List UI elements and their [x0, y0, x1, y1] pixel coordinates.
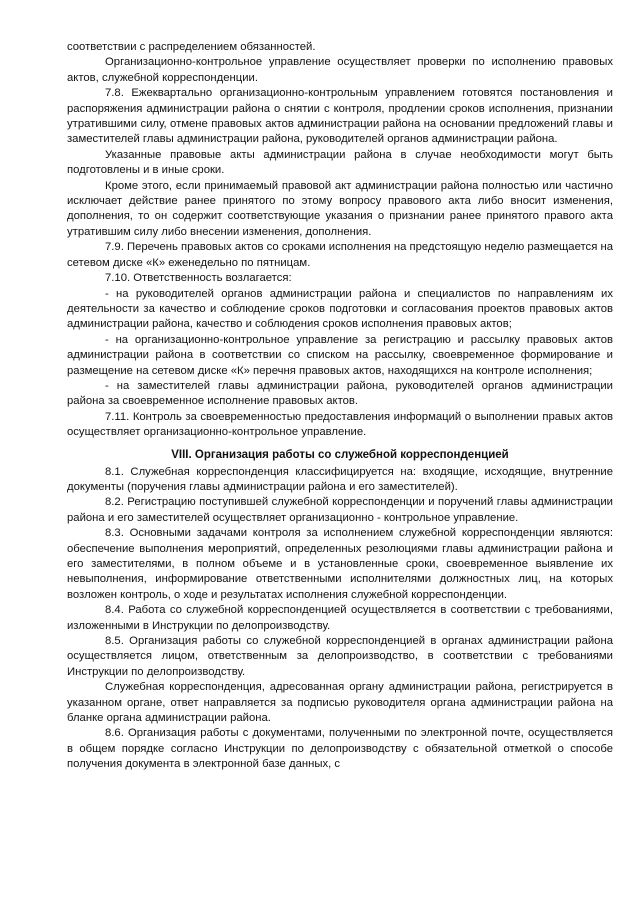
list-item: - на заместителей главы администрации района, руководителей органов администрации района за своевременное исполнение правовых актов.: [67, 379, 613, 408]
paragraph: Кроме этого, если принимаемый правовой акт администрации района полностью или частично исключает действие ранее принятого по этому вопросу правового акта либо вносит изменения, дополнения, то он содержит соответствующие указания о признании ранее принятого правого акта утратившим силу либо внесении изменения, дополнения.: [67, 179, 613, 238]
document-page: [67, 40, 613, 773]
section-heading: VIII. Организация работы со служебной корреспонденцией: [171, 448, 509, 461]
paragraph: Организационно-контрольное управление осуществляет проверки по исполнению правовых актов, служебной корреспонденции.: [67, 56, 613, 84]
list-item: - на руководителей органов администрации района и специалистов по направлениям их деятельности за качество и соблюдение сроков подготовки и согласования проектов правовых актов администрации района, качество и соблюдения сроков исполнения правовых актов;: [67, 287, 613, 331]
paragraph: Служебная корреспонденция, адресованная органу администрации района, регистрируется в указанном органе, ответ направляется за подписью руководителя органа администрации района на бланке органа администрации района.: [67, 681, 613, 725]
paragraph-8-2: 8.2. Регистрацию поступившей служебной корреспонденции и поручений главы администрации района и его заместителей осуществляет организационно - контрольное управление.: [67, 496, 613, 524]
paragraph-8-5: 8.5. Организация работы со служебной корреспонденцией в органах администрации района осуществляется лицом, ответственным за делопроизводство, в соответствии с требованиями Инструкции по делопроизводству.: [67, 635, 613, 678]
paragraph-8-1: 8.1. Служебная корреспонденция классифицируется на: входящие, исходящие, внутренние документы (поручения главы администрации района и его заместителей).: [67, 465, 613, 493]
paragraph-7-8: 7.8. Ежеквартально организационно-контрольным управлением готовятся постановления и распоряжения администрации района о снятии с контроля, продлении сроков исполнения, признании утратившими силу, отмене правовых актов администрации района на основании предложений главы и заместителей главы администрации района, руководителей органов администрации района.: [67, 87, 613, 146]
paragraph: соответствии с распределением обязанностей.: [67, 41, 316, 53]
list-item: - на организационно-контрольное управление за регистрацию и рассылку правовых актов администрации района в соответствии со списком на рассылку, своевременное формирование и размещение на сетевом диске «К» перечня правовых актов, находящихся на контроле исполнения;: [67, 333, 613, 377]
paragraph: Указанные правовые акты администрации района в случае необходимости могут быть подготовлены и в иные сроки.: [67, 148, 613, 177]
paragraph-7-11: 7.11. Контроль за своевременностью предоставления информаций о выполнении правых актов осуществляет организационно-контрольное управление.: [67, 410, 613, 439]
paragraph-8-3: 8.3. Основными задачами контроля за исполнением служебной корреспонденции являются: обеспечение выполнения мероприятий, определенных резолюциями главы администрации района и его заместителями, в полном объеме и в установленные сроки, своевременное выявление их невыполнения, информирование ответственными исполнителями должностных лиц, на которых возложен контроль, о ходе и результатах исполнения служебной корреспонденции.: [67, 527, 613, 601]
paragraph-8-6: 8.6. Организация работы с документами, полученными по электронной почте, осуществляется в общем порядке согласно Инструкции по делопроизводству с обязательной отметкой о способе получения документа в электронной базе данных, с: [67, 727, 613, 771]
paragraph-8-4: 8.4. Работа со служебной корреспонденцией осуществляется в соответствии с требованиями, изложенными в Инструкции по делопроизводству.: [67, 604, 613, 632]
paragraph-7-9: 7.9. Перечень правовых актов со сроками исполнения на предстоящую неделю размещается на сетевом диске «К» еженедельно по пятницам.: [67, 241, 613, 269]
paragraph-7-10: 7.10. Ответственность возлагается:: [105, 272, 292, 285]
